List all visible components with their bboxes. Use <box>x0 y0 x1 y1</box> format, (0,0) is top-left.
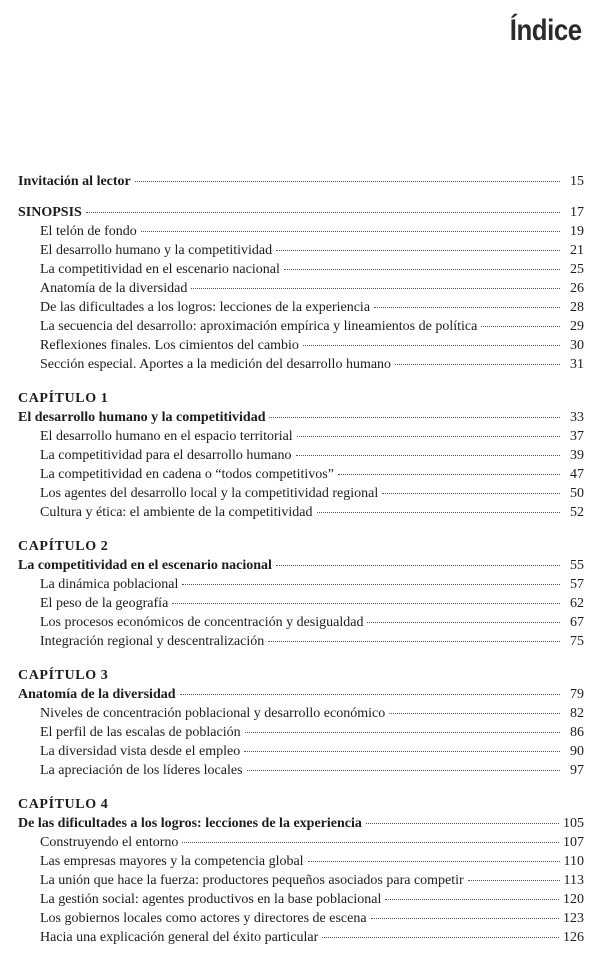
toc-subentry[interactable] <box>18 632 584 651</box>
toc-subentry[interactable] <box>18 298 584 317</box>
toc-entry-intro[interactable] <box>18 172 584 191</box>
toc-subentry[interactable] <box>18 446 584 465</box>
toc-entry-label: Los procesos económicos de concentración y desigualdad <box>40 615 364 630</box>
toc-entry-label: El desarrollo humano en el espacio territorial <box>40 429 293 444</box>
dot-leader <box>297 436 560 437</box>
dot-leader <box>245 732 560 733</box>
toc-entry-label: El peso de la geografía <box>40 596 169 611</box>
toc-entry-label: Anatomía de la diversidad <box>40 281 188 296</box>
chapter-title-entry[interactable] <box>18 408 584 427</box>
dot-leader <box>389 713 560 714</box>
dot-leader <box>317 512 560 513</box>
toc-subentry[interactable] <box>18 852 584 871</box>
toc-entry-label: Reflexiones finales. Los cimientos del cambio <box>40 338 299 353</box>
toc-entry-label: El desarrollo humano y la competitividad <box>18 410 266 425</box>
toc-page-number: 82 <box>570 706 584 721</box>
sinopsis-list <box>18 222 584 374</box>
toc-subentry[interactable] <box>18 890 584 909</box>
toc-page-number: 55 <box>570 558 584 573</box>
toc-entry-label: El telón de fondo <box>40 224 137 239</box>
toc-subentry[interactable] <box>18 833 584 852</box>
toc-page-number: 120 <box>563 892 584 907</box>
dot-leader <box>135 181 560 182</box>
toc-subentry[interactable] <box>18 317 584 336</box>
page-title: Índice <box>510 14 582 47</box>
toc-page-number: 105 <box>563 816 584 831</box>
toc-entry-label: El perfil de las escalas de población <box>40 725 241 740</box>
toc-entry-label: Hacia una explicación general del éxito particular <box>40 930 319 945</box>
dot-leader <box>180 694 560 695</box>
toc-subentry[interactable] <box>18 594 584 613</box>
chapter-heading: CAPÍTULO 3 <box>18 668 109 683</box>
toc-entry-label: El desarrollo humano y la competitividad <box>40 243 273 258</box>
toc-subentry[interactable] <box>18 279 584 298</box>
dot-leader <box>395 364 560 365</box>
toc-entry-label: Integración regional y descentralización <box>40 634 265 649</box>
toc-page-number: 110 <box>563 854 584 869</box>
toc-subentry[interactable] <box>18 613 584 632</box>
toc-subentry[interactable] <box>18 909 584 928</box>
dot-leader <box>322 937 559 938</box>
toc-subentry[interactable] <box>18 928 584 947</box>
dot-leader <box>191 288 560 289</box>
toc-entry-label: La competitividad en cadena o “todos competitivos” <box>40 467 334 482</box>
dot-leader <box>268 641 560 642</box>
toc-entry-label: SINOPSIS <box>18 205 82 220</box>
toc-page-number: 15 <box>570 174 584 189</box>
dot-leader <box>481 326 560 327</box>
chapter-block <box>18 390 584 522</box>
dot-leader <box>366 823 559 824</box>
toc-page-number: 47 <box>570 467 584 482</box>
toc-page-number: 79 <box>570 687 584 702</box>
toc-page-number: 52 <box>570 505 584 520</box>
toc-subentry[interactable] <box>18 503 584 522</box>
dot-leader <box>269 417 560 418</box>
toc-subentry[interactable] <box>18 742 584 761</box>
chapter-title-entry[interactable] <box>18 685 584 704</box>
toc-page-number: 25 <box>570 262 584 277</box>
toc-entry-label: La unión que hace la fuerza: productores pequeños asociados para competir <box>40 873 464 888</box>
toc-entry-label: La diversidad vista desde el empleo <box>40 744 241 759</box>
dot-leader <box>385 899 559 900</box>
toc-entry-label: Los agentes del desarrollo local y la competitividad regional <box>40 486 379 501</box>
toc-entry-label: Construyendo el entorno <box>40 835 179 850</box>
toc-entry-label: Anatomía de la diversidad <box>18 687 176 702</box>
toc-subentry[interactable] <box>18 222 584 241</box>
toc-entry-label: Niveles de concentración poblacional y desarrollo económico <box>40 706 386 721</box>
chapter-block <box>18 667 584 780</box>
toc-subentry[interactable] <box>18 355 584 374</box>
dot-leader <box>182 584 560 585</box>
toc-subentry[interactable] <box>18 427 584 446</box>
toc-subentry[interactable] <box>18 761 584 780</box>
chapter-block <box>18 538 584 651</box>
chapter-title-entry[interactable] <box>18 556 584 575</box>
toc-page-number: 57 <box>570 577 584 592</box>
toc-page-number: 90 <box>570 744 584 759</box>
toc-entry-label: La secuencia del desarrollo: aproximación empírica y lineamientos de política <box>40 319 478 334</box>
dot-leader <box>284 269 560 270</box>
dot-leader <box>338 474 560 475</box>
toc-entry-sinopsis[interactable] <box>18 203 584 222</box>
toc-page-number: 123 <box>563 911 584 926</box>
dot-leader <box>182 842 559 843</box>
toc-entry-label: La dinámica poblacional <box>40 577 179 592</box>
toc-entry-label: Sección especial. Aportes a la medición del desarrollo humano <box>40 357 392 372</box>
table-of-contents <box>18 172 584 947</box>
dot-leader <box>247 770 560 771</box>
toc-page-number: 39 <box>570 448 584 463</box>
chapter-heading: CAPÍTULO 2 <box>18 539 109 554</box>
toc-subentry[interactable] <box>18 465 584 484</box>
dot-leader <box>276 250 560 251</box>
toc-entry-label: De las dificultades a los logros: lecciones de la experiencia <box>18 816 362 831</box>
toc-entry-label: Invitación al lector <box>18 174 131 189</box>
toc-entry-label: La apreciación de los líderes locales <box>40 763 243 778</box>
toc-entry-label: La competitividad para el desarrollo humano <box>40 448 292 463</box>
toc-page-number: 19 <box>570 224 584 239</box>
dot-leader <box>382 493 560 494</box>
toc-page-number: 31 <box>570 357 584 372</box>
toc-subentry[interactable] <box>18 241 584 260</box>
toc-page-number: 37 <box>570 429 584 444</box>
toc-page-number: 62 <box>570 596 584 611</box>
toc-page-number: 67 <box>570 615 584 630</box>
toc-subentry[interactable] <box>18 723 584 742</box>
toc-page-number: 97 <box>570 763 584 778</box>
dot-leader <box>308 861 560 862</box>
toc-subentry[interactable] <box>18 260 584 279</box>
toc-page-number: 50 <box>570 486 584 501</box>
dot-leader <box>371 918 559 919</box>
toc-page-number: 17 <box>570 205 584 220</box>
toc-entry-label: De las dificultades a los logros: lecciones de la experiencia <box>40 300 371 315</box>
toc-subentry[interactable] <box>18 484 584 503</box>
toc-entry-label: La competitividad en el escenario nacional <box>40 262 280 277</box>
chapter-heading: CAPÍTULO 1 <box>18 391 109 406</box>
toc-page-number: 21 <box>570 243 584 258</box>
chapters-list <box>18 374 584 947</box>
dot-leader <box>374 307 560 308</box>
toc-page-number: 33 <box>570 410 584 425</box>
toc-entry-label: La gestión social: agentes productivos en la base poblacional <box>40 892 382 907</box>
dot-leader <box>303 345 560 346</box>
toc-subentry[interactable] <box>18 575 584 594</box>
toc-page-number: 26 <box>570 281 584 296</box>
toc-page-number: 29 <box>570 319 584 334</box>
toc-entry-label: Las empresas mayores y la competencia global <box>40 854 304 869</box>
toc-page-number: 126 <box>563 930 584 945</box>
dot-leader <box>244 751 560 752</box>
dot-leader <box>141 231 560 232</box>
chapter-title-entry[interactable] <box>18 814 584 833</box>
toc-subentry[interactable] <box>18 871 584 890</box>
toc-page-number: 86 <box>570 725 584 740</box>
dot-leader <box>468 880 560 881</box>
chapter-block <box>18 796 584 947</box>
toc-subentry[interactable] <box>18 336 584 355</box>
dot-leader <box>276 565 560 566</box>
chapter-heading: CAPÍTULO 4 <box>18 797 109 812</box>
dot-leader <box>172 603 560 604</box>
toc-page-number: 75 <box>570 634 584 649</box>
toc-subentry[interactable] <box>18 704 584 723</box>
dot-leader <box>296 455 560 456</box>
toc-entry-label: La competitividad en el escenario nacional <box>18 558 272 573</box>
dot-leader <box>367 622 560 623</box>
toc-page-number: 30 <box>570 338 584 353</box>
toc-page-number: 107 <box>563 835 584 850</box>
toc-entry-label: Los gobiernos locales como actores y directores de escena <box>40 911 367 926</box>
toc-page-number: 113 <box>563 873 584 888</box>
toc-page-number: 28 <box>570 300 584 315</box>
dot-leader <box>86 212 560 213</box>
toc-entry-label: Cultura y ética: el ambiente de la competitividad <box>40 505 313 520</box>
